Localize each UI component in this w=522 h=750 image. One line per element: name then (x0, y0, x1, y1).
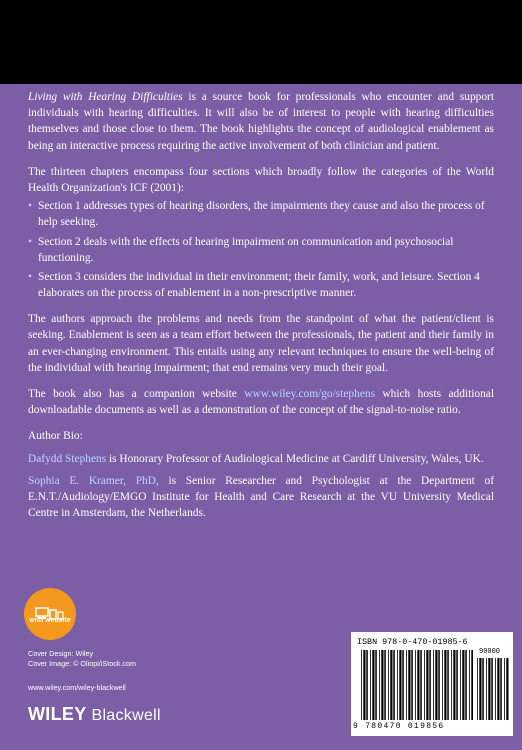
blackwell-wordmark: Blackwell (91, 707, 161, 724)
cover-design-credit: Cover Design: Wiley (28, 649, 94, 658)
list-item-text: Section 1 addresses types of hearing disorders, the impairments they cause and also the process of help seeking. (38, 200, 485, 229)
list-item-text: Section 3 considers the individual in their environment; their family, work, and leisure. Section 4 elaborates on the process of enablement in a non-prescriptive manner. (38, 270, 480, 300)
bullet-icon: • (28, 200, 32, 213)
publisher-logo (28, 704, 161, 725)
list-item (28, 234, 494, 266)
author-name-kramer: Sophia E. Kramer, PhD, (28, 474, 159, 487)
cover-credits (28, 649, 136, 669)
barcode-digits: 9 780470 019856 (353, 722, 445, 731)
isbn-text: ISBN 978-0-470-01985-6 (357, 637, 468, 647)
author-bio-stephens (28, 451, 494, 467)
cover-image-credit: Cover Image: © Oliopi/iStock.com (28, 659, 136, 669)
list-item (28, 269, 494, 301)
back-cover-text (28, 89, 494, 527)
author-bio-heading: Author Bio: (28, 430, 83, 443)
sections-list (28, 198, 494, 301)
list-item-text: Section 2 deals with the effects of hearing impairment on communication and psychosocial functioning. (38, 235, 454, 264)
bullet-icon: • (28, 235, 32, 248)
companion-website-link[interactable]: www.wiley.com/go/stephens (244, 388, 376, 400)
author-name-stephens: Dafydd Stephens (28, 452, 107, 465)
addon-barcode (477, 658, 509, 720)
addon-number: 90000 (479, 648, 501, 656)
top-black-band (0, 0, 522, 84)
with-website-badge (24, 588, 76, 640)
website-text-after: which hosts additional downloadable documents as well as a demonstration of the concept of the signal-to-noise ratio. (28, 388, 495, 417)
bullet-icon: • (28, 270, 32, 283)
website-text-before: The book also has a companion website (28, 388, 245, 400)
author-bio-kramer (28, 473, 494, 522)
website-paragraph (28, 386, 494, 418)
book-title: Living with Hearing Difficulties (28, 91, 183, 103)
chapters-paragraph: The thirteen chapters encompass four sections which broadly follow the categories of the World Health Organization's ICF (2001): (28, 165, 494, 194)
author-bio-text: is Honorary Professor of Audiological Medicine at Cardiff University, Wales, UK. (106, 452, 484, 465)
publisher-site[interactable]: www.wiley.com/wiley-blackwell (28, 683, 126, 692)
list-item (28, 198, 494, 230)
authors-approach-paragraph: The authors approach the problems and needs from the standpoint of what the patient/client is seeking. Enablement is seen as a team effort between the professionals, the patient and their family in an ever-changing environment. This entails using any relevant techniques to ensure the well-being of the individual with hearing impairment; that end remains very much their goal. (28, 313, 494, 374)
intro-paragraph (28, 89, 494, 154)
badge-label: with website (29, 617, 71, 624)
intro-text: is a source book for professionals who encounter and support individuals with hearing difficulties. It will also be of interest to people with hearing difficulties themselves and those close to them. The book highlights the concept of audiological enablement as being an interactive process requiring the active involvement of both clinician and patient. (28, 91, 495, 152)
author-bio-text: is Senior Researcher and Psychologist at the Department of E.N.T./Audiology/EMGO Institute for Health and Care Research at the VU University Medical Centre in Amsterdam, the Netherlands. (28, 474, 494, 520)
ean-barcode (361, 650, 473, 720)
barcode-panel (351, 632, 513, 736)
wiley-wordmark: WILEY (28, 704, 87, 724)
